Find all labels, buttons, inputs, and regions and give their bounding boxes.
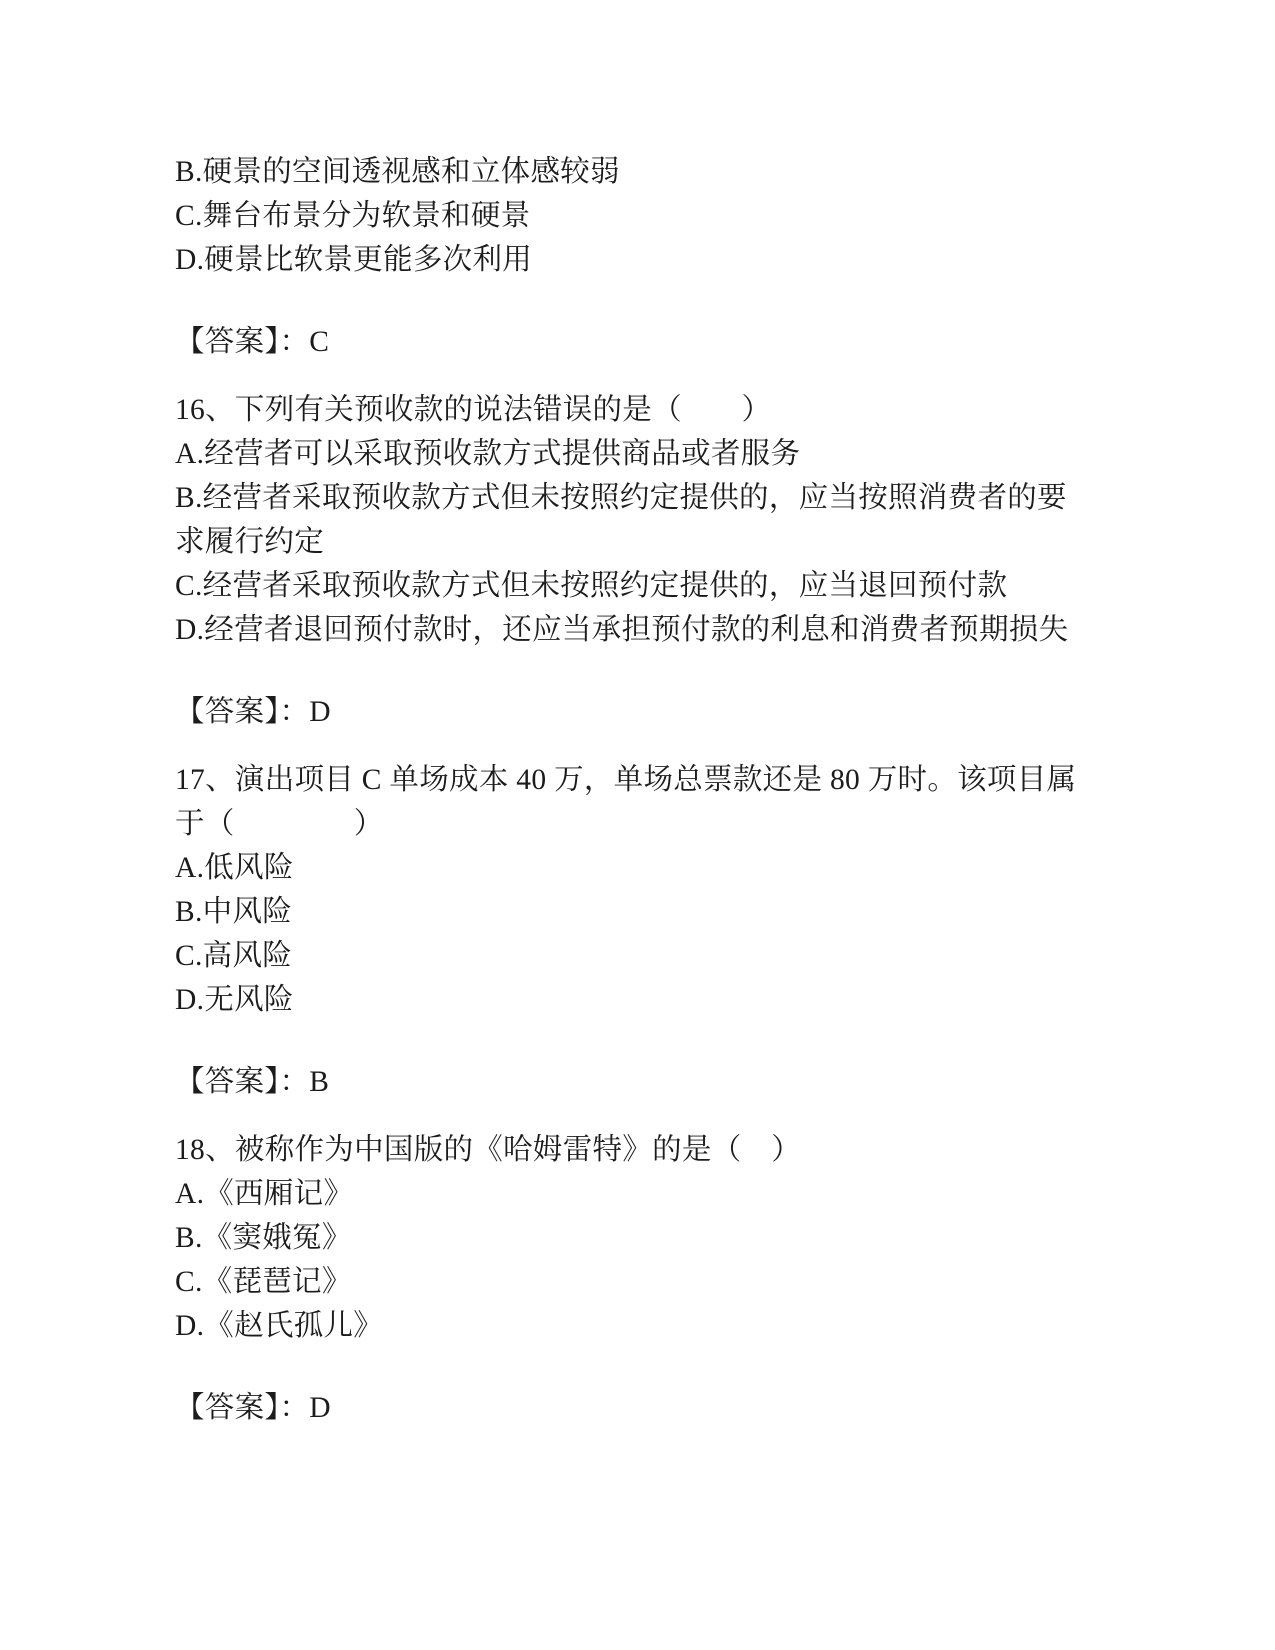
- answer-label: 【答案】：: [175, 1392, 310, 1424]
- option-line: A.经营者可以采取预收款方式提供商品或者服务: [175, 438, 801, 470]
- option-line: B.经营者采取预收款方式但未按照约定提供的，应当按照消费者的要: [175, 482, 1067, 514]
- answer-value: B: [309, 1066, 330, 1098]
- option-line: B.中风险: [175, 896, 293, 928]
- answer-line: [175, 320, 1075, 364]
- answer-label: 【答案】：: [175, 696, 310, 728]
- option-line: D.经营者退回预付款时，还应当承担预付款的利息和消费者预期损失: [175, 614, 1069, 646]
- question-block: [175, 1128, 1075, 1430]
- answer-label: 【答案】：: [175, 326, 310, 358]
- question-block: [175, 758, 1075, 1104]
- option-line: C.经营者采取预收款方式但未按照约定提供的，应当退回预付款: [175, 570, 1008, 602]
- option-line: C.高风险: [175, 940, 293, 972]
- option-line: D.无风险: [175, 984, 294, 1016]
- option-line: A.低风险: [175, 852, 294, 884]
- option-line: D.硬景比软景更能多次利用: [175, 244, 533, 276]
- answer-label: 【答案】：: [175, 1066, 310, 1098]
- option-line: B.《窦娥冤》: [175, 1222, 352, 1254]
- answer-value: D: [309, 696, 331, 728]
- question-stem-line: 18、被称作为中国版的《哈姆雷特》的是（ ）: [175, 1134, 802, 1166]
- question-stem-line: 16、下列有关预收款的说法错误的是（ ）: [175, 394, 772, 426]
- answer-line: [175, 690, 1075, 734]
- question-block: [175, 150, 1075, 364]
- answer-value: C: [309, 326, 330, 358]
- answer-line: [175, 1386, 1075, 1430]
- option-line: B.硬景的空间透视感和立体感较弱: [175, 156, 620, 188]
- option-line: C.《琵琶记》: [175, 1266, 352, 1298]
- option-line: D.《赵氏孤儿》: [175, 1310, 384, 1342]
- option-line: C.舞台布景分为软景和硬景: [175, 200, 531, 232]
- exam-content: [175, 150, 1075, 1454]
- option-line: A.《西厢记》: [175, 1178, 354, 1210]
- answer-line: [175, 1060, 1075, 1104]
- question-stem-line: 于（ ）: [175, 808, 384, 840]
- option-line: 求履行约定: [175, 526, 325, 558]
- question-block: [175, 388, 1075, 734]
- answer-value: D: [309, 1392, 331, 1424]
- question-stem-line: 17、演出项目 C 单场成本 40 万，单场总票款还是 80 万时。该项目属: [175, 764, 1077, 796]
